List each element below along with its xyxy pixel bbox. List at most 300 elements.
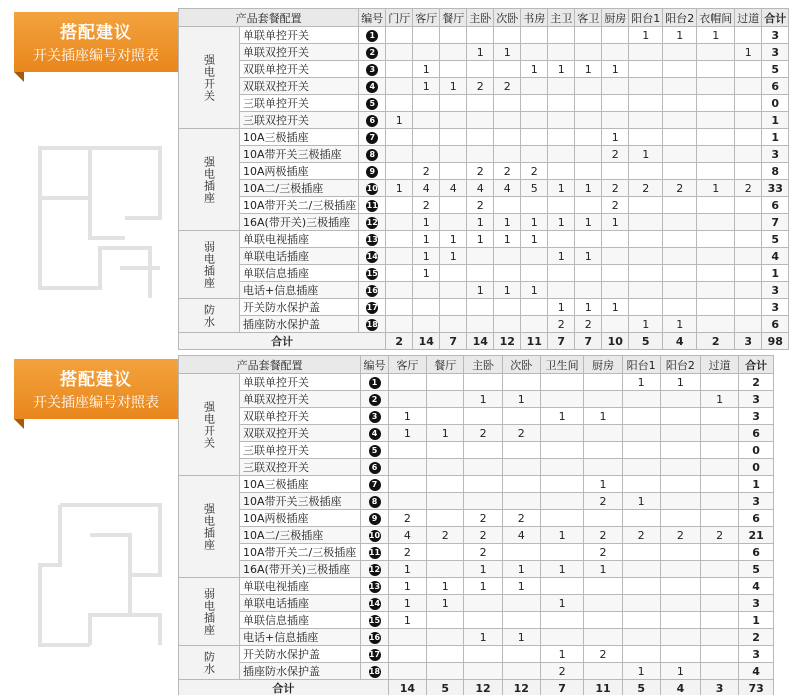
quantity-cell: [413, 146, 440, 163]
quantity-cell: 1: [663, 316, 697, 333]
quantity-cell: [701, 510, 739, 527]
banner-fold: [14, 419, 24, 429]
quantity-cell: [548, 163, 575, 180]
code-badge: 15: [366, 268, 378, 278]
product-name-cell: 10A带开关三极插座: [240, 493, 361, 510]
row-total-cell: 2: [739, 629, 774, 646]
quantity-cell: [735, 27, 762, 44]
category-cell: 弱电插座: [179, 578, 240, 646]
code-cell: [359, 180, 386, 197]
quantity-cell: 1: [502, 578, 540, 595]
quantity-cell: [427, 408, 464, 425]
code-badge: 17: [366, 302, 378, 312]
quantity-cell: [467, 146, 494, 163]
quantity-cell: 1: [502, 561, 540, 578]
code-cell: [359, 163, 386, 180]
quantity-cell: [663, 61, 697, 78]
table-row: [179, 374, 774, 391]
quantity-cell: 2: [464, 544, 502, 561]
quantity-cell: [735, 282, 762, 299]
quantity-cell: [735, 248, 762, 265]
quantity-cell: [584, 425, 622, 442]
quantity-cell: [575, 146, 602, 163]
quantity-cell: [735, 78, 762, 95]
quantity-cell: [660, 425, 700, 442]
code-cell: [359, 231, 386, 248]
product-name-cell: 单联信息插座: [240, 612, 361, 629]
quantity-cell: 2: [584, 646, 622, 663]
table-row: [179, 578, 774, 595]
quantity-cell: [494, 248, 521, 265]
quantity-cell: [494, 316, 521, 333]
quantity-cell: [502, 459, 540, 476]
quantity-cell: [548, 197, 575, 214]
floor-plan-illustration: [30, 475, 170, 655]
quantity-cell: 1: [622, 374, 660, 391]
quantity-cell: 1: [622, 493, 660, 510]
quantity-cell: [521, 316, 548, 333]
quantity-cell: [622, 612, 660, 629]
quantity-cell: 2: [467, 163, 494, 180]
quantity-cell: [386, 146, 413, 163]
table-row: [179, 180, 789, 197]
row-total-cell: 3: [739, 408, 774, 425]
row-total-cell: 4: [762, 248, 789, 265]
quantity-cell: 2: [521, 163, 548, 180]
quantity-cell: [575, 265, 602, 282]
quantity-cell: 2: [584, 527, 622, 544]
quantity-cell: [622, 561, 660, 578]
quantity-cell: 2: [622, 527, 660, 544]
quantity-cell: [697, 129, 735, 146]
header-cell: 编号: [361, 356, 389, 374]
quantity-cell: [697, 112, 735, 129]
quantity-cell: 1: [629, 316, 663, 333]
quantity-cell: [548, 44, 575, 61]
quantity-cell: [697, 299, 735, 316]
title-banner: [14, 12, 178, 72]
header-cell: 厨房: [584, 356, 622, 374]
grand-total-cell: 98: [762, 333, 789, 350]
quantity-cell: [660, 646, 700, 663]
table-row: [179, 527, 774, 544]
quantity-cell: [388, 646, 426, 663]
product-name-cell: 三联双控开关: [240, 459, 361, 476]
quantity-cell: [629, 95, 663, 112]
quantity-cell: 1: [413, 248, 440, 265]
quantity-cell: 2: [663, 180, 697, 197]
quantity-cell: [494, 61, 521, 78]
quantity-cell: [521, 27, 548, 44]
header-cell: 主卧: [467, 9, 494, 27]
quantity-cell: [440, 163, 467, 180]
column-total-cell: 10: [602, 333, 629, 350]
quantity-cell: 1: [388, 425, 426, 442]
quantity-cell: [494, 129, 521, 146]
product-name-cell: 插座防水保护盖: [240, 316, 359, 333]
quantity-cell: 2: [413, 197, 440, 214]
row-total-cell: 6: [739, 510, 774, 527]
quantity-cell: 2: [584, 493, 622, 510]
row-total-cell: 3: [739, 493, 774, 510]
quantity-cell: [521, 129, 548, 146]
row-total-cell: 2: [739, 374, 774, 391]
code-badge: 12: [366, 217, 378, 227]
quantity-cell: [584, 612, 622, 629]
quantity-cell: [660, 544, 700, 561]
quantity-cell: 1: [388, 578, 426, 595]
quantity-cell: 1: [602, 299, 629, 316]
quantity-cell: [660, 391, 700, 408]
code-cell: [359, 112, 386, 129]
quantity-cell: [386, 129, 413, 146]
quantity-cell: 2: [735, 180, 762, 197]
title-banner: [14, 359, 178, 419]
quantity-cell: 4: [388, 527, 426, 544]
table-row: [179, 197, 789, 214]
quantity-cell: [584, 391, 622, 408]
quantity-cell: [701, 493, 739, 510]
product-name-cell: 双联单控开关: [240, 61, 359, 78]
quantity-cell: [440, 146, 467, 163]
code-cell: [361, 510, 389, 527]
quantity-cell: [386, 27, 413, 44]
quantity-cell: [388, 374, 426, 391]
quantity-cell: [427, 493, 464, 510]
quantity-cell: 1: [413, 61, 440, 78]
code-cell: [359, 248, 386, 265]
quantity-cell: [388, 442, 426, 459]
row-total-cell: 3: [762, 299, 789, 316]
header-cell: 合计: [762, 9, 789, 27]
quantity-cell: [464, 595, 502, 612]
quantity-cell: [602, 265, 629, 282]
code-cell: [359, 129, 386, 146]
quantity-cell: [388, 493, 426, 510]
table-row: [179, 265, 789, 282]
row-total-cell: 3: [762, 27, 789, 44]
quantity-cell: 1: [575, 61, 602, 78]
quantity-cell: [386, 248, 413, 265]
quantity-cell: [467, 129, 494, 146]
banner-fold: [14, 72, 24, 82]
quantity-cell: 2: [502, 510, 540, 527]
quantity-cell: 1: [540, 527, 584, 544]
quantity-cell: 4: [440, 180, 467, 197]
header-cell: 主卫: [548, 9, 575, 27]
quantity-cell: [386, 95, 413, 112]
row-total-cell: 6: [762, 78, 789, 95]
row-total-cell: 3: [762, 282, 789, 299]
column-total-cell: 7: [440, 333, 467, 350]
side-panel: [0, 355, 178, 695]
code-cell: [359, 214, 386, 231]
quantity-cell: [697, 78, 735, 95]
column-total-cell: 14: [413, 333, 440, 350]
quantity-cell: 2: [388, 544, 426, 561]
header-cell: 客厅: [388, 356, 426, 374]
quantity-cell: 1: [548, 299, 575, 316]
quantity-cell: 2: [584, 544, 622, 561]
code-cell: [361, 425, 389, 442]
quantity-cell: [697, 282, 735, 299]
quantity-cell: [660, 442, 700, 459]
quantity-cell: [386, 61, 413, 78]
product-name-cell: 单联双控开关: [240, 391, 361, 408]
row-total-cell: 6: [739, 544, 774, 561]
code-cell: [361, 391, 389, 408]
column-total-cell: 12: [464, 680, 502, 695]
quantity-cell: [427, 561, 464, 578]
quantity-cell: 1: [413, 231, 440, 248]
quantity-cell: [697, 163, 735, 180]
quantity-cell: [575, 78, 602, 95]
column-total-cell: 4: [660, 680, 700, 695]
category-cell: 防水: [179, 646, 240, 680]
header-row: [179, 9, 789, 27]
quantity-cell: [388, 629, 426, 646]
header-cell: 客厅: [413, 9, 440, 27]
quantity-cell: [622, 595, 660, 612]
table-row: [179, 629, 774, 646]
product-name-cell: 10A带开关三极插座: [240, 146, 359, 163]
quantity-cell: [502, 493, 540, 510]
quantity-cell: 1: [413, 214, 440, 231]
code-cell: [359, 95, 386, 112]
quantity-cell: [701, 561, 739, 578]
header-cell: 次卧: [502, 356, 540, 374]
table-row: [179, 27, 789, 44]
quantity-cell: [735, 299, 762, 316]
quantity-cell: [602, 231, 629, 248]
quantity-cell: 1: [440, 78, 467, 95]
quantity-cell: 1: [575, 214, 602, 231]
quantity-cell: 1: [584, 476, 622, 493]
quantity-cell: [663, 214, 697, 231]
code-badge: 1: [366, 30, 378, 42]
code-cell: [361, 493, 389, 510]
column-total-cell: 3: [701, 680, 739, 695]
quantity-cell: [735, 316, 762, 333]
quantity-cell: 1: [388, 408, 426, 425]
row-total-cell: 8: [762, 163, 789, 180]
quantity-cell: 2: [427, 527, 464, 544]
header-cell: 餐厅: [427, 356, 464, 374]
quantity-cell: 1: [602, 61, 629, 78]
quantity-cell: [521, 146, 548, 163]
product-name-cell: 三联单控开关: [240, 95, 359, 112]
quantity-cell: [575, 27, 602, 44]
quantity-cell: [413, 112, 440, 129]
quantity-cell: [540, 391, 584, 408]
column-total-cell: 5: [427, 680, 464, 695]
code-badge: 6: [369, 462, 381, 474]
table-row: [179, 663, 774, 680]
product-name-cell: 插座防水保护盖: [240, 663, 361, 680]
mapping-table: [178, 355, 774, 695]
product-name-cell: 10A三极插座: [240, 129, 359, 146]
quantity-cell: [575, 282, 602, 299]
quantity-cell: [502, 442, 540, 459]
quantity-cell: 2: [464, 527, 502, 544]
table-row: [179, 544, 774, 561]
quantity-cell: [521, 197, 548, 214]
quantity-cell: [697, 248, 735, 265]
quantity-cell: 1: [602, 214, 629, 231]
quantity-cell: [440, 299, 467, 316]
row-total-cell: 3: [762, 44, 789, 61]
quantity-cell: [660, 459, 700, 476]
quantity-cell: [622, 442, 660, 459]
quantity-cell: [622, 646, 660, 663]
quantity-cell: [386, 231, 413, 248]
table-row: [179, 44, 789, 61]
quantity-cell: [697, 95, 735, 112]
quantity-cell: [660, 578, 700, 595]
quantity-cell: [697, 44, 735, 61]
quantity-cell: [440, 282, 467, 299]
quantity-cell: [540, 493, 584, 510]
quantity-cell: [663, 44, 697, 61]
product-name-cell: 10A三极插座: [240, 476, 361, 493]
row-total-cell: 33: [762, 180, 789, 197]
quantity-cell: [427, 612, 464, 629]
quantity-cell: 2: [602, 180, 629, 197]
quantity-cell: [548, 146, 575, 163]
quantity-cell: [386, 78, 413, 95]
code-cell: [361, 408, 389, 425]
header-cell: 厨房: [602, 9, 629, 27]
quantity-cell: [735, 197, 762, 214]
quantity-cell: 1: [540, 408, 584, 425]
code-badge: 17: [368, 649, 381, 659]
quantity-cell: [467, 316, 494, 333]
quantity-cell: [386, 44, 413, 61]
quantity-cell: 1: [440, 248, 467, 265]
header-cell: 合计: [739, 356, 774, 374]
quantity-cell: [622, 408, 660, 425]
side-panel: [0, 8, 178, 348]
row-total-cell: 5: [762, 231, 789, 248]
quantity-cell: [427, 374, 464, 391]
quantity-cell: [502, 544, 540, 561]
quantity-cell: [440, 112, 467, 129]
quantity-cell: [413, 27, 440, 44]
quantity-cell: [464, 646, 502, 663]
quantity-cell: [735, 112, 762, 129]
row-total-cell: 1: [739, 476, 774, 493]
quantity-cell: [540, 425, 584, 442]
column-total-cell: 4: [663, 333, 697, 350]
quantity-cell: 1: [464, 629, 502, 646]
quantity-cell: [663, 95, 697, 112]
table-row: [179, 282, 789, 299]
column-total-cell: 7: [548, 333, 575, 350]
quantity-cell: 1: [467, 282, 494, 299]
quantity-cell: 1: [540, 595, 584, 612]
quantity-cell: [629, 129, 663, 146]
quantity-cell: [735, 214, 762, 231]
code-badge: 14: [366, 251, 378, 261]
code-badge: 10: [366, 183, 378, 193]
total-row: [179, 333, 789, 350]
column-total-cell: 2: [697, 333, 735, 350]
product-name-cell: 单联电话插座: [240, 595, 361, 612]
product-name-cell: 单联电视插座: [240, 578, 361, 595]
quantity-cell: [502, 646, 540, 663]
table-row: [179, 214, 789, 231]
quantity-cell: 1: [427, 425, 464, 442]
code-cell: [359, 197, 386, 214]
quantity-cell: [494, 95, 521, 112]
quantity-cell: 1: [584, 561, 622, 578]
quantity-cell: [584, 595, 622, 612]
quantity-cell: 2: [548, 316, 575, 333]
quantity-cell: [575, 197, 602, 214]
quantity-cell: [575, 44, 602, 61]
quantity-cell: [467, 95, 494, 112]
quantity-cell: 1: [494, 282, 521, 299]
row-total-cell: 6: [762, 197, 789, 214]
code-badge: 15: [368, 615, 381, 625]
quantity-cell: [697, 265, 735, 282]
quantity-cell: 1: [467, 231, 494, 248]
table-row: [179, 476, 774, 493]
quantity-cell: [660, 612, 700, 629]
code-cell: [361, 527, 389, 544]
category-cell: 强电插座: [179, 129, 240, 231]
quantity-cell: 1: [575, 248, 602, 265]
header-cell: 卫生间: [540, 356, 584, 374]
quantity-cell: [540, 612, 584, 629]
quantity-cell: [494, 197, 521, 214]
quantity-cell: [660, 510, 700, 527]
quantity-cell: 1: [575, 299, 602, 316]
quantity-cell: [521, 248, 548, 265]
quantity-cell: [502, 408, 540, 425]
code-badge: 2: [366, 47, 378, 59]
quantity-cell: [629, 44, 663, 61]
quantity-cell: [622, 544, 660, 561]
quantity-cell: 2: [701, 527, 739, 544]
code-cell: [361, 374, 389, 391]
quantity-cell: [575, 163, 602, 180]
column-total-cell: 14: [467, 333, 494, 350]
table-row: [179, 646, 774, 663]
quantity-cell: 1: [629, 146, 663, 163]
quantity-cell: [464, 663, 502, 680]
quantity-cell: [427, 459, 464, 476]
quantity-cell: [540, 578, 584, 595]
product-name-cell: 单联双控开关: [240, 44, 359, 61]
quantity-cell: [548, 129, 575, 146]
quantity-cell: [660, 595, 700, 612]
product-name-cell: 双联双控开关: [240, 425, 361, 442]
header-row: [179, 356, 774, 374]
quantity-cell: 4: [467, 180, 494, 197]
row-total-cell: 1: [762, 112, 789, 129]
table-row: [179, 163, 789, 180]
quantity-cell: 1: [521, 282, 548, 299]
quantity-cell: [548, 95, 575, 112]
quantity-cell: [701, 646, 739, 663]
quantity-cell: 1: [521, 214, 548, 231]
quantity-cell: [440, 27, 467, 44]
category-cell: 强电插座: [179, 476, 240, 578]
quantity-cell: [521, 95, 548, 112]
code-badge: 7: [369, 479, 381, 491]
quantity-cell: [467, 265, 494, 282]
